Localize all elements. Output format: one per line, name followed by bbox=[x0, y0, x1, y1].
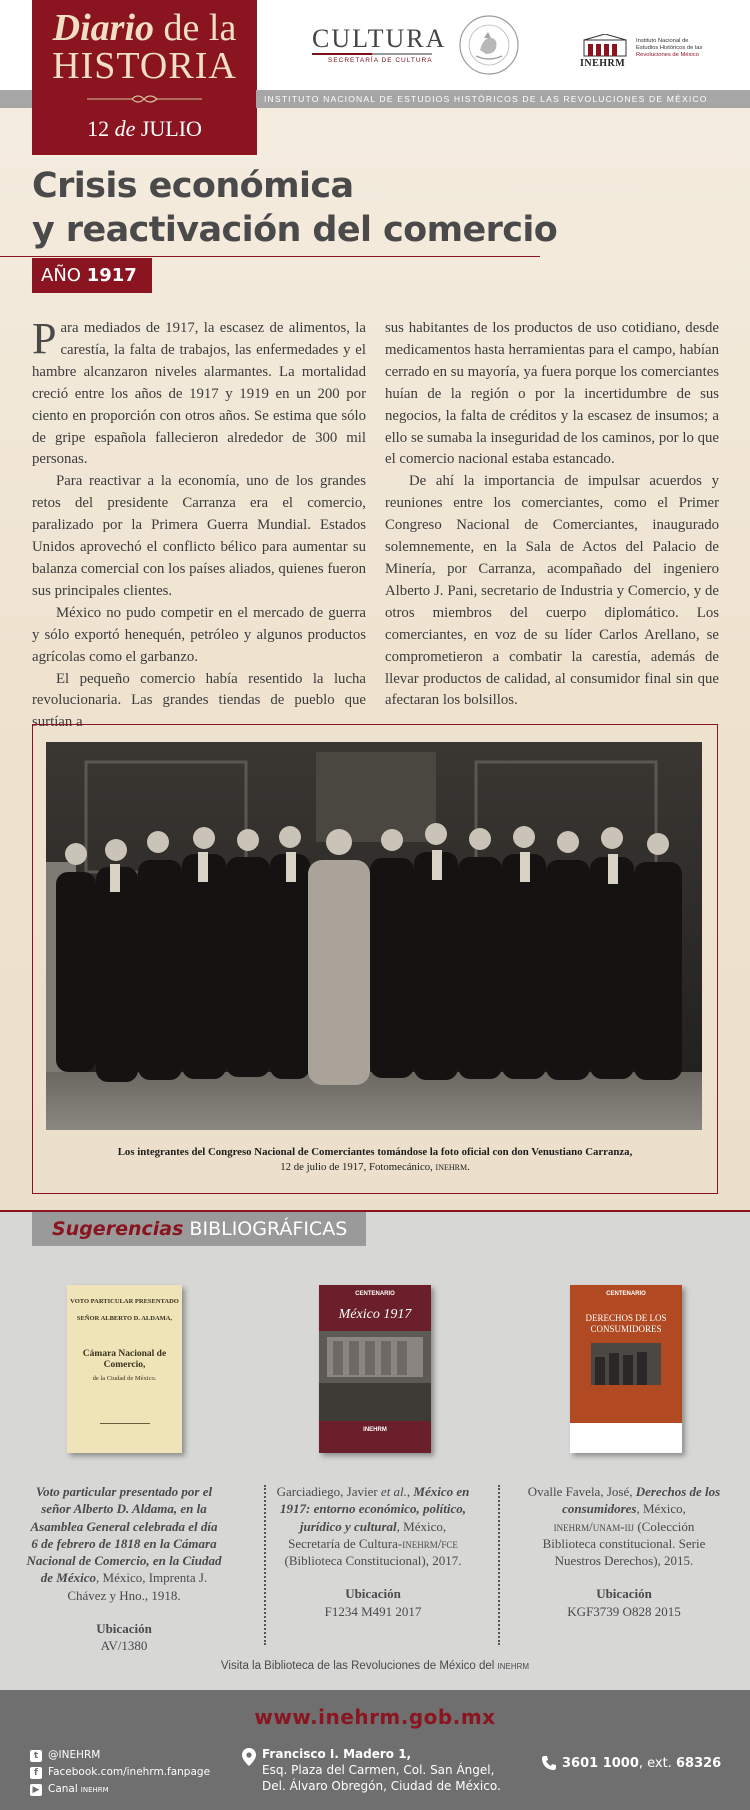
group-photo-illustration bbox=[46, 742, 702, 1130]
ornament-icon bbox=[87, 93, 202, 105]
paragraph-1-text: ara mediados de 1917, la escasez de alimentos, la carestía, la falta de trabajos, las enfermedades y el hambre alcanzaron niveles alarmantes. La mortalidad creció entre los años de 1917 y 1919 en un 200 por ciento en proporción con otros años. Se estima que sólo de gripe española fallecieron alrededor de 300 mil personas. bbox=[32, 320, 366, 468]
photo-caption bbox=[32, 1145, 718, 1175]
cultura-subtitle: SECRETARÍA DE CULTURA bbox=[328, 57, 433, 64]
youtube-icon: ▶ bbox=[30, 1784, 42, 1796]
badge-dela: de la bbox=[154, 7, 237, 49]
article-title-line2: y reactivación del comercio bbox=[32, 210, 558, 250]
bib1-title: Voto particular presentado por el señor Alberto D. Aldama, en la Asamblea General celebrada el día 6 de febrero de 1818 en la Cámara Nacional de Comercio, en la Ciudad de México bbox=[26, 1484, 222, 1586]
address-line3: Del. Álvaro Obregón, Ciudad de México. bbox=[262, 1779, 501, 1793]
article-column-right bbox=[385, 318, 719, 712]
year-label: AÑO bbox=[41, 265, 81, 286]
bib-entry-2 bbox=[275, 1483, 471, 1620]
bib3-title: Derechos de los consumidores bbox=[562, 1484, 721, 1517]
paragraph-2: Para reactivar a la economía, uno de los grandes retos del presidente Carranza era el comercio, paralizado por la Primera Guerra Mundial. Estados Unidos aprovechó el conflicto bélico para aumentar su balanza comercial con los países aliados, quienes fueron sus principales clientes. bbox=[32, 473, 366, 599]
inehrm-building-icon bbox=[582, 34, 628, 60]
location-pin-icon bbox=[242, 1748, 256, 1766]
book3-cover-photo bbox=[591, 1343, 661, 1385]
bib3-inst: inehrm/unam-iij bbox=[553, 1518, 635, 1534]
address bbox=[262, 1746, 501, 1794]
twitter-link[interactable] bbox=[30, 1747, 210, 1764]
book-cover-3[interactable] bbox=[570, 1285, 682, 1453]
website-link[interactable]: www.inehrm.gob.mx bbox=[254, 1705, 496, 1729]
bib1-publisher: , México, Imprenta J. Chávez y Hno., 1918. bbox=[67, 1570, 208, 1603]
suggestions-heading-rest: BIBLIOGRÁFICAS bbox=[183, 1218, 348, 1240]
bib-entry-3 bbox=[526, 1483, 722, 1620]
bib-entry-1 bbox=[26, 1483, 222, 1655]
inehrm-fullname-2: Estudios Históricos de las bbox=[636, 45, 703, 51]
book-cover-2[interactable] bbox=[319, 1285, 431, 1453]
paragraph-6: De ahí la importancia de impulsar acuerdos y reuniones entre los comerciantes, como el Primer Congreso Nacional de Comerciantes, inaugurado solemnemente, en la Sala de Actos del Palacio de Minería, por Carranza, acompañado del ingeniero Alberto J. Pani, secretario de Industria y Comercio, y de otros miembros del cuerpo diplomático. Los comerciantes, en voz de su líder Carlos Arellano, se comprometieron a combatir la carestía, además de llevar productos de calidad, al consumidor final sin que afectaran los bolsillos. bbox=[385, 473, 719, 709]
badge-diario: Diario bbox=[52, 7, 155, 49]
title-rule bbox=[0, 256, 540, 257]
facebook-url: Facebook.com/inehrm.fanpage bbox=[48, 1766, 211, 1778]
mexico-seal-icon bbox=[458, 14, 520, 76]
cultura-logo-text: CULTURA bbox=[312, 24, 447, 53]
badge-month: JULIO bbox=[140, 116, 202, 141]
youtube-link[interactable] bbox=[30, 1781, 210, 1798]
paragraph-3: México no pudo competir en el mercado de guerra y sólo exportó henequén, petróleo y algunos productos agrícolas como el garbanzo. bbox=[32, 604, 366, 665]
bib2-inst: inehrm/fce bbox=[402, 1535, 458, 1551]
twitter-icon: t bbox=[30, 1750, 42, 1762]
facebook-icon: f bbox=[30, 1767, 42, 1779]
bib2-location-label: Ubicación bbox=[345, 1586, 401, 1602]
phone-number[interactable] bbox=[562, 1756, 721, 1771]
institute-bar: INSTITUTO NACIONAL DE ESTUDIOS HISTÓRICOS DE LAS REVOLUCIONES DE MÉXICO bbox=[256, 90, 750, 108]
bib2-sep: , bbox=[406, 1484, 414, 1499]
inehrm-logo-text: INEHRM bbox=[580, 58, 626, 69]
book1-cover-rule bbox=[100, 1423, 150, 1424]
bib3-series: (Colección Biblioteca constitucional. Serie Nuestros Derechos), 2015. bbox=[542, 1518, 706, 1569]
bib3-location: KGF3739 O828 2015 bbox=[567, 1603, 681, 1619]
bib3-reference bbox=[526, 1483, 722, 1569]
book1-cover-sub: de la Ciudad de México. bbox=[92, 1375, 157, 1382]
caption-inehrm: inehrm. bbox=[435, 1161, 470, 1173]
divider-2 bbox=[498, 1485, 500, 1645]
book1-cover-main: Cámara Nacional de Comercio, bbox=[82, 1349, 167, 1370]
book1-cover-name: SEÑOR ALBERTO D. ALDAMA, bbox=[76, 1315, 173, 1322]
badge-date bbox=[32, 116, 257, 142]
book3-cover-title: DERECHOS DE LOS CONSUMIDORES bbox=[585, 1313, 667, 1334]
phone-ext-label: , ext. bbox=[638, 1756, 676, 1771]
phone-icon bbox=[541, 1755, 557, 1771]
suggestions-heading bbox=[32, 1212, 366, 1246]
bib3-location-label: Ubicación bbox=[596, 1586, 652, 1602]
inehrm-fullname-3: Revoluciones de México bbox=[636, 52, 699, 58]
book2-cover-top: CENTENARIO bbox=[355, 1291, 395, 1297]
bib3-author: Ovalle Favela, José, bbox=[527, 1484, 636, 1499]
visit-text: Visita la Biblioteca de las Revoluciones de México del bbox=[220, 1660, 498, 1672]
year-value: 1917 bbox=[86, 265, 137, 286]
bib2-author: Garciadiego, Javier bbox=[276, 1484, 381, 1499]
article-column-left bbox=[32, 314, 366, 734]
footer bbox=[0, 1690, 750, 1810]
paragraph-5: sus habitantes de los productos de uso cotidiano, desde medicamentos hasta herramientas para el campo, habían cerrado en su mayoría, ya fuera porque los comerciantes huían de la región o por la incertidumbre de sus negocios, la falta de créditos y la escasez de insumos; a ello se sumaba la inseguridad de los caminos, por lo que el comercio nacional estaba estancado. bbox=[385, 320, 720, 468]
caption-rest: 12 de julio de 1917, Fotomecánico, bbox=[280, 1161, 436, 1173]
book3-cover-top: CENTENARIO bbox=[606, 1291, 646, 1297]
social-links bbox=[30, 1747, 210, 1798]
bib2-location: F1234 M491 2017 bbox=[324, 1603, 422, 1619]
suggestions-heading-bold: Sugerencias bbox=[52, 1218, 184, 1240]
article-title-line1: Crisis económica bbox=[32, 166, 354, 206]
badge-de: de bbox=[114, 116, 136, 141]
book2-cover-footer: INEHRM bbox=[363, 1427, 387, 1433]
youtube-channel: inehrm bbox=[80, 1783, 109, 1795]
library-visit-note bbox=[0, 1660, 750, 1672]
phone-ext: 68326 bbox=[675, 1756, 722, 1771]
paragraph-4: El pequeño comercio había resentido la lucha revolucionaria. Las grandes tiendas de pueblo que surtían a bbox=[32, 670, 366, 731]
youtube-label: Canal bbox=[48, 1783, 78, 1795]
bib2-series: (Biblioteca Constitucional), 2017. bbox=[284, 1553, 462, 1569]
address-line2: Esq. Plaza del Carmen, Col. San Ángel, bbox=[262, 1763, 495, 1777]
book3-cover-band bbox=[570, 1423, 682, 1453]
book-cover-1[interactable] bbox=[67, 1285, 182, 1453]
address-line1: Francisco I. Madero 1, bbox=[262, 1747, 412, 1761]
twitter-handle: @INEHRM bbox=[48, 1749, 101, 1761]
badge-day: 12 bbox=[87, 116, 110, 141]
institute-bar-left bbox=[0, 90, 32, 108]
bib3-sep: , México, bbox=[636, 1501, 686, 1517]
book1-cover-title: VOTO PARTICULAR PRESENTADO bbox=[70, 1298, 179, 1305]
bib2-title: México en 1917: entorno económico, político, jurídico y cultural bbox=[280, 1484, 470, 1534]
year-badge bbox=[32, 258, 152, 293]
cultura-rule bbox=[312, 53, 432, 55]
historic-group-photo bbox=[46, 742, 702, 1130]
bib1-reference bbox=[26, 1483, 222, 1604]
caption-bold: Los integrantes del Congreso Nacional de Comerciantes tomándose la foto oficial con don Venustiano Carranza, bbox=[117, 1146, 633, 1158]
badge-historia: HISTORIA bbox=[52, 45, 237, 87]
bib1-location-label: Ubicación bbox=[96, 1621, 152, 1637]
drop-cap: P bbox=[32, 314, 57, 363]
visit-inehrm: inehrm bbox=[497, 1660, 530, 1672]
article-title bbox=[32, 164, 557, 252]
book2-cover-photo bbox=[319, 1331, 431, 1421]
phone-main: 3601 1000 bbox=[562, 1756, 639, 1771]
inehrm-fullname bbox=[636, 38, 726, 59]
bib2-reference bbox=[275, 1483, 471, 1569]
bib2-publisher: , México, Secretaría de Cultura- bbox=[288, 1518, 447, 1551]
inehrm-fullname-1: Instituto Nacional de bbox=[636, 38, 689, 44]
divider-1 bbox=[264, 1485, 266, 1645]
paragraph-1 bbox=[32, 314, 366, 471]
badge-line1 bbox=[32, 8, 257, 48]
facebook-link[interactable] bbox=[30, 1764, 210, 1781]
bib1-location: AV/1380 bbox=[100, 1638, 148, 1654]
diario-badge bbox=[32, 0, 257, 155]
bib2-etal: et al. bbox=[380, 1484, 407, 1499]
book2-cover-title: México 1917 bbox=[338, 1307, 412, 1322]
